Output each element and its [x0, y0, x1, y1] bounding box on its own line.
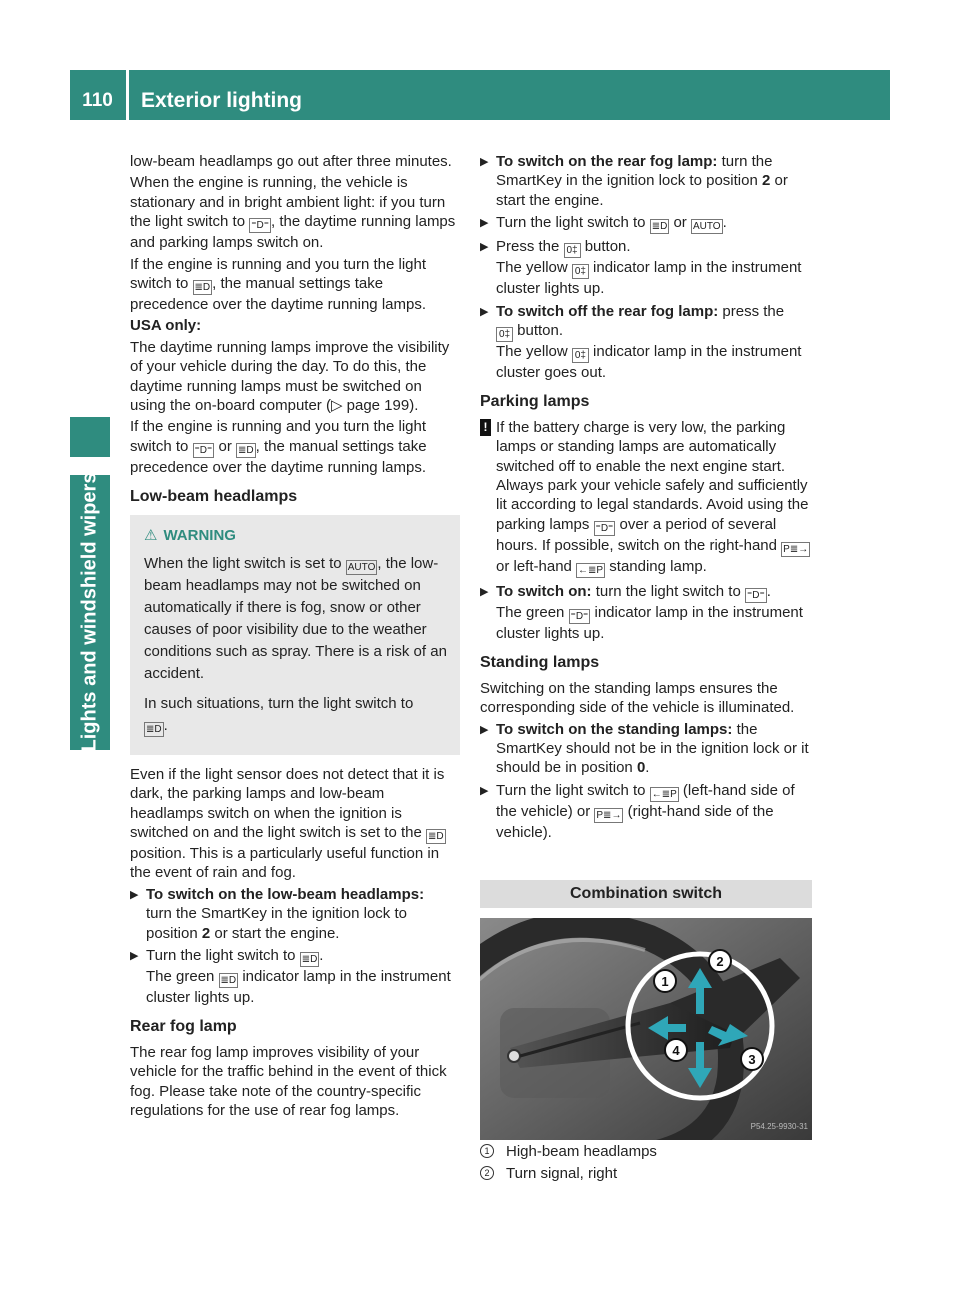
page-number: 110 [82, 90, 113, 111]
figure-caption: 1 High-beam headlamps [480, 1142, 812, 1161]
right-standing-lamp-icon: P≣→ [596, 809, 622, 821]
warning-box [130, 515, 460, 755]
warning-triangle-icon: ⚠ [144, 526, 158, 544]
rear-fog-icon: 0‡ [572, 348, 589, 363]
warning-title: ⚠ WARNING [144, 526, 236, 544]
arrow-icon: ▶ [130, 949, 139, 962]
warning-text: When the light switch is set to AUTO , the low-beam headlamps may not be switched on automatically if there is fog, snow or other causes of poor visibility due to the weather conditions such as spray. There is a risk of an accident. [144, 554, 447, 682]
parking-lamp-icon: ⁼D⁼ [251, 220, 270, 232]
right-standing-lamp-icon: P≣→ [783, 543, 809, 555]
arrow-icon: ▶ [480, 217, 489, 230]
arrow-icon: ▶ [480, 784, 489, 797]
callout-3: 3 [748, 1052, 756, 1068]
parking-lamp-icon: ⁼D⁼ [570, 610, 589, 622]
instruction-step: ▶ To switch on the rear fog lamp: turn the SmartKey in the ignition lock to position 2 or start the engine. [480, 153, 788, 209]
instruction-step: ▶ To switch on: turn the light switch to ⁼D⁼ . The green ⁼D⁼ indicator lamp in the instrument cluster lights up. [480, 582, 803, 642]
paragraph: If the engine is running and you turn the light switch to ≣D , the manual settings take precedence over the daytime running lamps. [130, 255, 427, 314]
paragraph: The daytime running lamps improve the visibility of your vehicle during the day. To do this, the daytime running lamps must be switched on using the on-board computer (▷ page 199). [130, 338, 450, 415]
instruction-step: ▶ To switch on the low-beam headlamps: turn the SmartKey in the ignition lock to position 2 or start the engine. [130, 885, 425, 942]
arrow-icon: ▶ [480, 585, 489, 598]
left-standing-lamp-icon: ←≣P [578, 564, 604, 576]
instruction-step: ▶ Turn the light switch to ≣D . The green ≣D indicator lamp in the instrument cluster lights up. [130, 946, 451, 1006]
left-column [130, 152, 460, 1122]
header-divider [126, 70, 129, 120]
instruction-step: ▶ To switch on the standing lamps: the SmartKey should not be in the ignition lock or it should be in position 0. [480, 720, 809, 777]
paragraph: The rear fog lamp improves visibility of your vehicle for the traffic behind in the event of thick fog. Please take note of the country-specific regulations for the use of rear fog lamps. [130, 1043, 447, 1119]
paragraph: low-beam headlamps go out after three minutes. [130, 153, 452, 170]
rear-fog-icon: 0‡ [496, 327, 513, 342]
section-heading: Low-beam headlamps [130, 488, 298, 506]
page-title: Exterior lighting [141, 89, 303, 112]
arrow-icon: ▶ [480, 156, 489, 168]
callout-2: 2 [716, 954, 724, 970]
paragraph: Switching on the standing lamps ensures the corresponding side of the vehicle is illuminated. [480, 679, 795, 717]
auto-icon: AUTO [347, 561, 376, 573]
chapter-label: Lights and windshield wipers [78, 472, 101, 752]
arrow-icon: ▶ [480, 305, 489, 318]
rear-fog-icon: 0‡ [572, 264, 589, 279]
parking-lamp-icon: ⁼D⁼ [746, 589, 765, 601]
instruction-step: ▶ Press the 0‡ button. The yellow 0‡ indicator lamp in the instrument cluster lights up. [480, 238, 802, 298]
note-block: ! If the battery charge is very low, the parking lamps or standing lamps are automatically switched off to enable the next engine start. Always park your vehicle safely and sufficiently lit according to legal standards. Avoid using the parking lamps ⁼D⁼ over a period of several hours. If possible, switch on the right-hand P≣→ or left-hand ←≣P standing lamp. [480, 418, 812, 578]
low-beam-icon: ≣D [301, 953, 318, 965]
instruction-step: ▶ Turn the light switch to ←≣P (left-hand side of the vehicle) or P≣→ (right-hand side of the vehicle). [480, 781, 795, 841]
side-marker [70, 417, 110, 457]
section-heading: Standing lamps [480, 654, 600, 672]
callout-4: 4 [672, 1043, 680, 1059]
figure-code: P54.25-9930-31 [750, 1121, 808, 1131]
arrow-icon: ▶ [480, 723, 489, 736]
usa-only-label: USA only: [130, 317, 202, 335]
low-beam-icon: ≣D [428, 830, 444, 842]
section-heading: Parking lamps [480, 393, 590, 411]
right-column [480, 152, 812, 1183]
parking-lamp-icon: ⁼D⁼ [595, 522, 614, 534]
section-banner: Combination switch [480, 880, 812, 908]
paragraph: When the engine is running, the vehicle is stationary and in bright ambient light: if you turn the light switch to ⁼D⁼ , the daytime running lamps and parking lamps switch on. [130, 174, 456, 252]
low-beam-icon: ≣D [651, 221, 668, 233]
arrow-icon: ▶ [480, 241, 489, 254]
left-standing-lamp-icon: ←≣P [651, 788, 677, 800]
low-beam-icon: ≣D [194, 282, 211, 294]
low-beam-icon: ≣D [220, 974, 237, 986]
figure-caption: 2 Turn signal, right [480, 1164, 812, 1183]
warning-text: In such situations, turn the light switch to ≣D . [144, 694, 414, 735]
low-beam-icon: ≣D [238, 444, 254, 456]
combination-switch-section [480, 880, 812, 1183]
combination-switch-figure [480, 918, 812, 1140]
instruction-step: ▶ To switch off the rear fog lamp: press the 0‡ button. The yellow 0‡ indicator lamp in the instrument cluster goes out. [480, 302, 802, 382]
section-heading: Rear fog lamp [130, 1018, 237, 1036]
paragraph: Even if the light sensor does not detect that it is dark, the parking lamps and low-beam headlamps switch on when the ignition is switched on and the light switch is set to the ≣D position. This is a particularly useful function in the event of rain and fog. [130, 765, 445, 882]
parking-lamp-icon: ⁼D⁼ [194, 444, 213, 456]
combination-switch-illustration [480, 918, 812, 1140]
exclamation-icon: ! [480, 419, 491, 436]
rear-fog-icon: 0‡ [564, 243, 581, 258]
arrow-icon: ▶ [130, 888, 139, 901]
instruction-step: ▶ Turn the light switch to ≣D or AUTO . [480, 214, 727, 233]
paragraph: If the engine is running and you turn the light switch to ⁼D⁼ or ≣D , the manual settings take precedence over the daytime running lamps. [130, 418, 427, 476]
callout-1: 1 [661, 974, 669, 990]
auto-icon: AUTO [692, 221, 721, 233]
low-beam-icon: ≣D [146, 723, 162, 735]
